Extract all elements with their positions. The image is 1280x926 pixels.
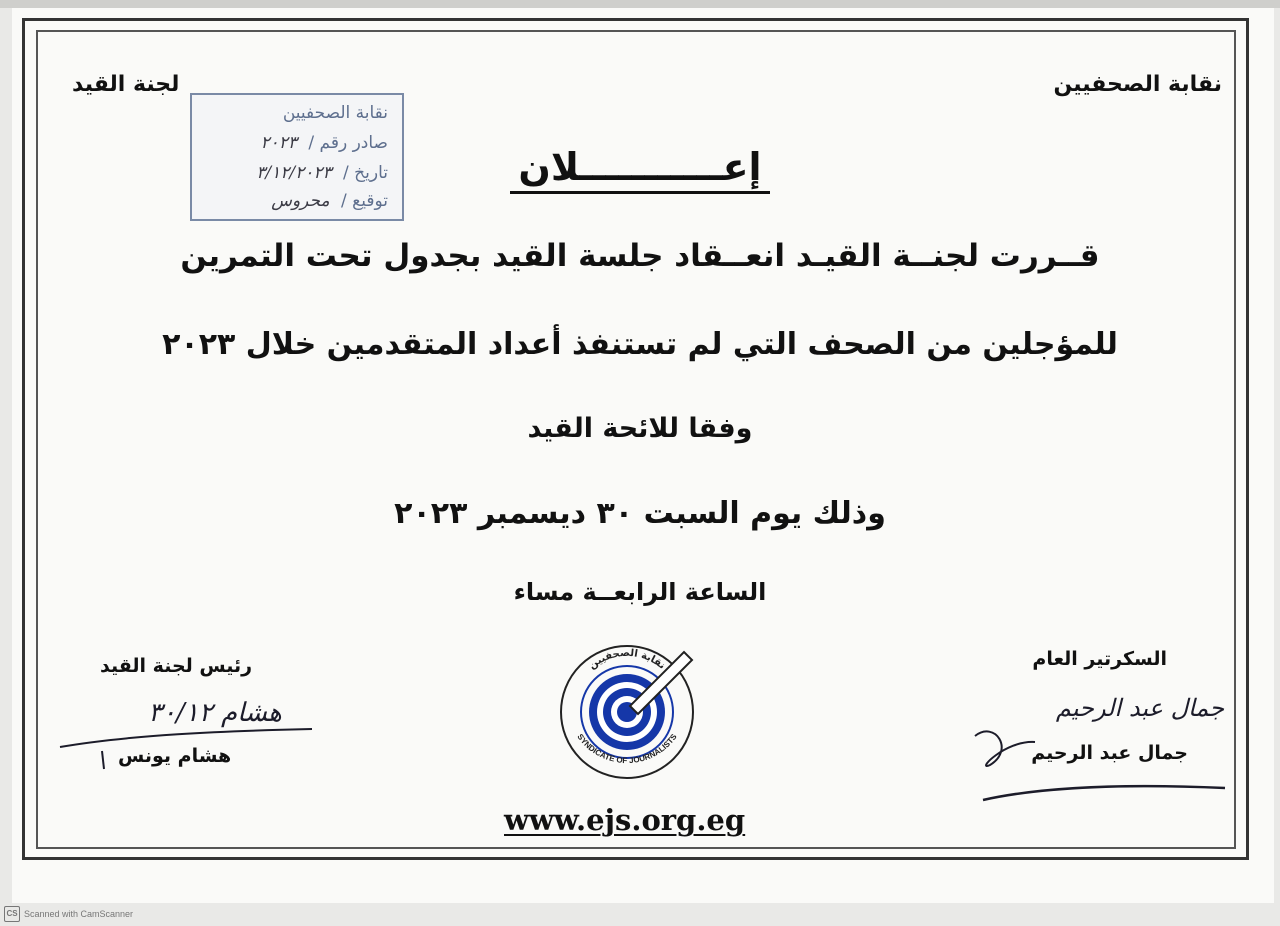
announcement-title — [0, 145, 1280, 194]
stamp-org-text: نقابة الصحفيين — [282, 103, 388, 123]
announcement-line-1: قــررت لجنــة القيـد انعــقاد جلسة القيد بجدول تحت التمرين — [180, 238, 1100, 274]
header-committee: لجنة القيد — [72, 72, 180, 97]
announcement-line-2: للمؤجلين من الصحف التي لم تستنفذ أعداد المتقدمين خلال ٢٠٢٣ — [162, 327, 1118, 362]
announcement-line-3: وفقا للائحة القيد — [527, 413, 753, 444]
announcement-title-text: إعـــــــــــلان — [510, 145, 769, 194]
stamp-number-label: صادر رقم / — [308, 133, 388, 153]
stamp-attach-value: محروس — [271, 191, 330, 211]
secretary-name: جمال عبد الرحيم — [1031, 742, 1188, 764]
secretary-handwriting: جمال عبد الرحيم — [1055, 694, 1225, 722]
scanner-footer — [4, 906, 133, 922]
stamp-date-label: تاريخ / — [343, 163, 388, 183]
website-link[interactable]: www.ejs.org.eg — [504, 803, 746, 837]
stamp-number-value: ٢٠٢٣ — [260, 133, 297, 153]
scan-top-edge — [0, 0, 1280, 8]
committee-head-name: هشام يونس — [118, 745, 232, 767]
logo-arabic-path: نقابة الصحفيين — [586, 647, 668, 672]
syndicate-logo — [552, 634, 702, 784]
logo-english-path: SYNDICATE OF JOURNALISTS — [575, 732, 679, 766]
secretary-title: السكرتير العام — [1032, 648, 1167, 670]
committee-head-handwriting: هشام ٣٠/١٢ — [148, 698, 282, 728]
stamp-attach-row — [271, 191, 388, 211]
camscanner-icon: CS — [4, 906, 20, 922]
announcement-line-5: الساعة الرابعــة مساء — [513, 578, 767, 606]
scanner-text: Scanned with CamScanner — [24, 909, 134, 919]
stamp-org — [283, 103, 388, 123]
header-syndicate: نقابة الصحفيين — [1053, 72, 1222, 97]
stamp-attach-label: توقيع / — [341, 191, 388, 211]
announcement-line-4: وذلك يوم السبت ٣٠ ديسمبر ٢٠٢٣ — [394, 496, 886, 531]
committee-head-title: رئيس لجنة القيد — [100, 655, 253, 677]
stamp-date-value: ٣/١٢/٢٠٢٣ — [256, 163, 332, 183]
